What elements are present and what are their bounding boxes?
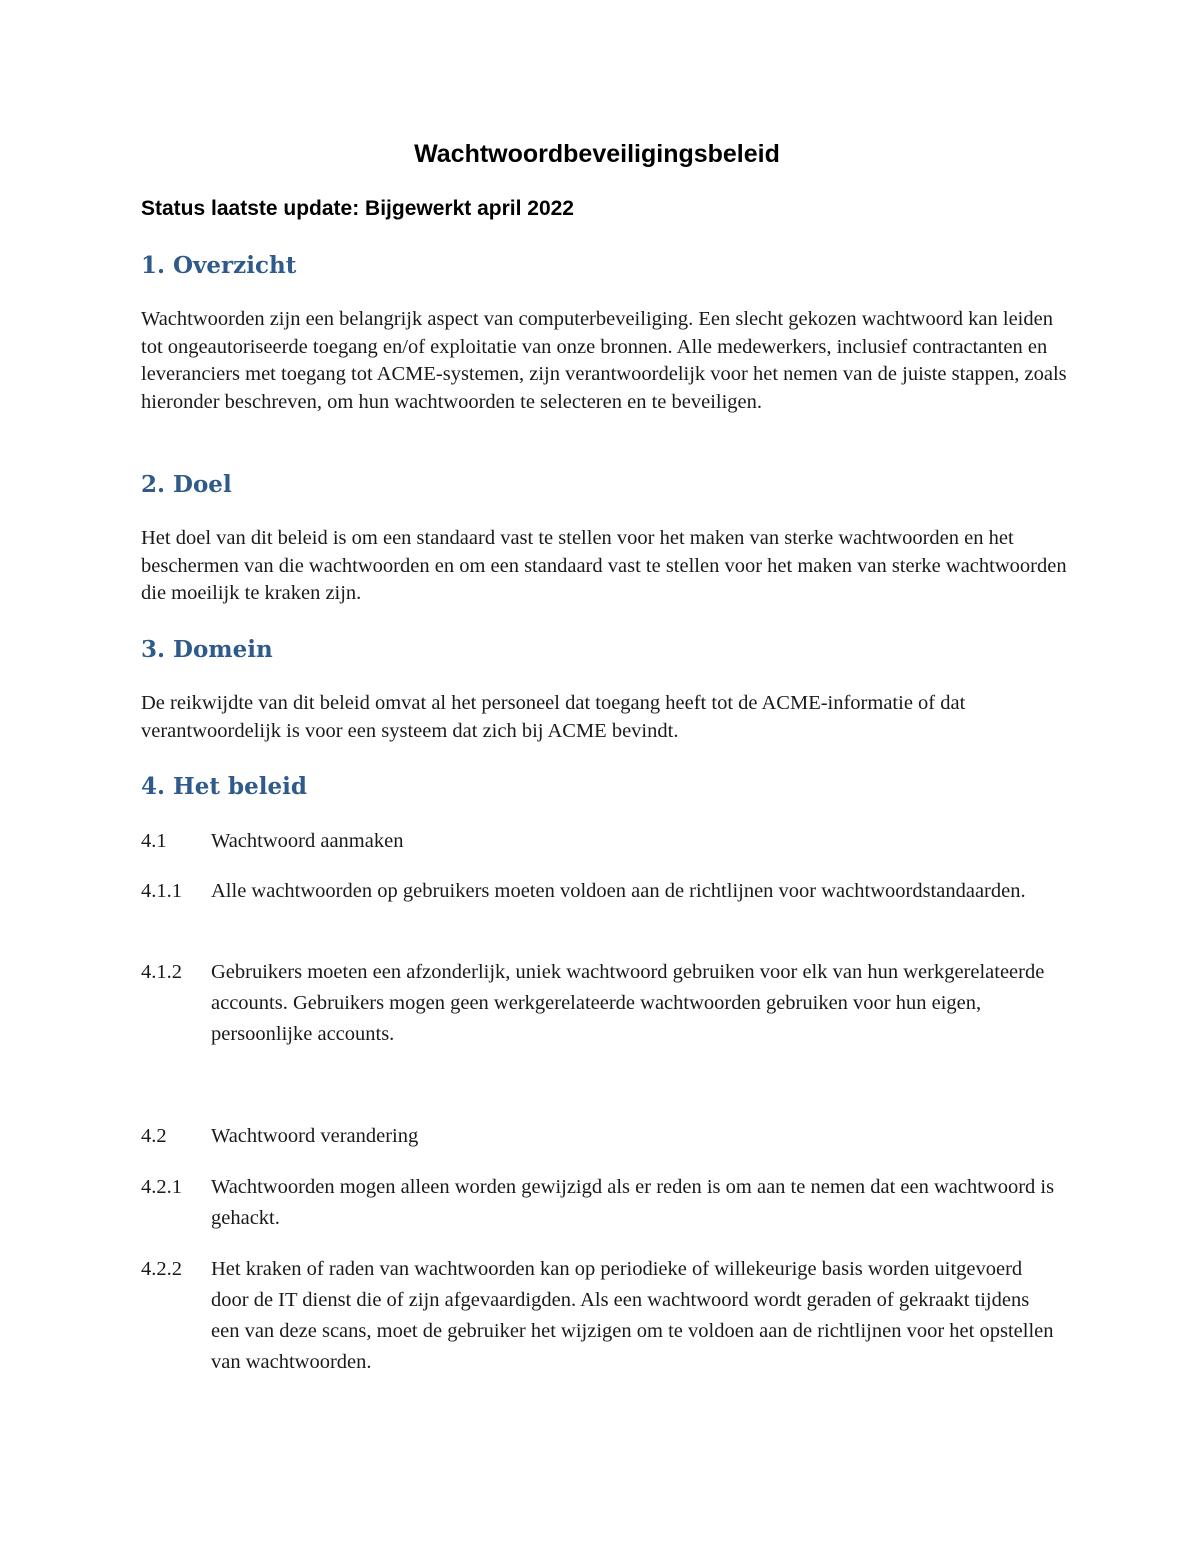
policy-item: [141, 1254, 1061, 1378]
policy-item-number: 4.2.1: [141, 1176, 182, 1198]
section-heading-domein: 3. Domein: [141, 636, 273, 663]
section-heading-doel: 2. Doel: [141, 471, 232, 498]
status-line: Status laatste update: Bijgewerkt april 2022: [141, 197, 574, 220]
section-body-domein: De reikwijdte van dit beleid omvat al het personeel dat toegang heeft tot de ACME-informatie of dat verantwoordelijk is voor een systeem dat zich bij ACME bevindt.: [141, 692, 966, 742]
policy-item-text: Wachtwoorden mogen alleen worden gewijzigd als er reden is om aan te nemen dat een wachtwoord is gehackt.: [211, 1176, 1055, 1229]
policy-item-number: 4.1: [141, 830, 167, 852]
policy-item: [141, 876, 1061, 907]
policy-item: [141, 826, 1061, 857]
policy-item: [141, 1121, 1061, 1152]
policy-item-number: 4.2.2: [141, 1258, 182, 1280]
policy-item-number: 4.1.2: [141, 961, 182, 983]
section-body-overzicht: Wachtwoorden zijn een belangrijk aspect van computerbeveiliging. Een slecht gekozen wachtwoord kan leiden tot ongeautoriseerde toegang en/of exploitatie van onze bronnen. Alle medewerkers, inclusief contractanten en leveranciers met toegang tot ACME-systemen, zijn verantwoordelijk voor het nemen van de juiste stappen, zoals hieronder beschreven, om hun wachtwoorden te selecteren en te beveiligen.: [141, 308, 1067, 413]
policy-item-number: 4.1.1: [141, 880, 182, 902]
policy-item-text: Gebruikers moeten een afzonderlijk, uniek wachtwoord gebruiken voor elk van hun werkgerelateerde accounts. Gebruikers mogen geen werkgerelateerde wachtwoorden gebruiken voor hun eigen, persoonlijke accounts.: [211, 961, 1045, 1045]
policy-item-text: Het kraken of raden van wachtwoorden kan op periodieke of willekeurige basis worden uitgevoerd door de IT dienst die of zijn afgevaardigden. Als een wachtwoord wordt geraden of gekraakt tijdens een van deze scans, moet de gebruiker het wijzigen om te voldoen aan de richtlijnen voor het opstellen van wachtwoorden.: [211, 1258, 1054, 1373]
policy-item-number: 4.2: [141, 1125, 167, 1147]
policy-item: [141, 1172, 1061, 1234]
document-title: Wachtwoordbeveiligingsbeleid: [414, 140, 780, 168]
policy-item-text: Wachtwoord aanmaken: [211, 830, 404, 852]
policy-item-text: Alle wachtwoorden op gebruikers moeten voldoen aan de richtlijnen voor wachtwoordstandaarden.: [211, 880, 1026, 902]
section-heading-overzicht: 1. Overzicht: [141, 252, 297, 279]
policy-item: [141, 957, 1061, 1050]
section-body-doel: Het doel van dit beleid is om een standaard vast te stellen voor het maken van sterke wachtwoorden en het beschermen van die wachtwoorden en om een standaard vast te stellen voor het maken van sterke wachtwoorden die moeilijk te kraken zijn.: [141, 527, 1067, 604]
section-heading-het-beleid: 4. Het beleid: [141, 773, 307, 800]
policy-item-text: Wachtwoord verandering: [211, 1125, 419, 1147]
